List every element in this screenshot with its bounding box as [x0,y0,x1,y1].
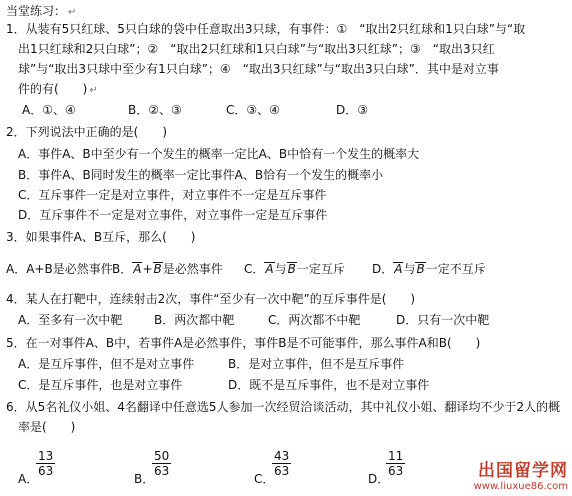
return-mark: ↵ [68,7,77,18]
q3-c-text: 一定互斥 [296,262,345,276]
q3-option-c [244,262,345,277]
fraction-numerator: 50 [154,449,170,463]
q1-line4-text: 件的有( ) [18,82,88,96]
q2-option-b: B．事件A、B同时发生的概率一定比事件A、B恰有一个发生的概率小 [18,168,384,182]
q6-line1: 6．从5名礼仪小姐、4名翻译中任意选5人参加一次经贸洽谈活动，其中礼仪小姐、翻译均不少于2人的概 [6,400,561,414]
q5-option-b: B．是对立事件，但不是互斥事件 [228,357,405,371]
q1-option-c: C．③、④ [226,103,280,117]
q4-option-c: C．两次都不中靶 [268,313,361,327]
q3-b-text: 是必然事件 [162,262,223,276]
q4-option-d: D．只有一次中靶 [396,313,490,327]
q5-stem: 5．在一对事件A、B中，若事件A是必然事件，事件B是不可能事件，那么事件A和B( ) [6,336,481,350]
fraction-numerator: 43 [274,449,290,463]
q3-d-mid: 与 [403,262,416,276]
q3-b-plus: + [142,262,153,276]
q3-b-complement-b: B [153,262,162,276]
q3-c-complement-a: A [265,262,274,276]
heading-text: 当堂练习： [6,4,67,18]
q3-b-complement-a: A [133,262,142,276]
q3-c-complement-b: B [287,262,296,276]
q6-option-a-fraction [36,449,55,478]
fraction-numerator: 11 [388,449,404,463]
q6-option-d-fraction [386,449,405,478]
q1-line2: 出1只红球和2只白球”；② “取出2只红球和1只白球”与“取出3只红球”；③ “取出3只红 [18,42,495,56]
q2-stem: 2．下列说法中正确的是( ) [6,125,167,139]
fraction-denominator: 63 [388,464,404,478]
q1-line1: 1．从装有5只红球、5只白球的袋中任意取出3只球，有事件：① “取出2只红球和1只白球”与“取 [6,22,526,36]
q3-c-mid: 与 [274,262,287,276]
q3-option-d [372,262,486,277]
q3-d-text: 一定不互斥 [425,262,486,276]
q5-option-d: D．既不是互斥事件，也不是对立事件 [228,378,430,392]
q3-d-complement-a: A [394,262,403,276]
q1-line4 [18,82,98,98]
q6-option-c-label: C． [254,472,275,486]
q2-option-c: C．互斥事件一定是对立事件，对立事件不一定是互斥事件 [18,188,327,202]
watermark-url: www.liuxue86.com [473,481,568,492]
q4-option-a: A．至多有一次中靶 [18,313,123,327]
q3-d-complement-b: B [416,262,425,276]
watermark-title: 出国留学网 [478,461,568,481]
q6-line2: 率是( ) [18,420,76,434]
q3-stem: 3．如果事件A、B互斥，那么( ) [6,230,196,244]
q1-option-b: B．②、③ [128,103,182,117]
q4-option-b: B．两次都中靶 [154,313,235,327]
q6-option-a-label: A． [18,472,39,486]
q4-stem: 4．某人在打靶中，连续射击2次，事件“至少有一次中靶”的互斥事件是( ) [6,292,416,306]
q5-option-c: C．是互斥事件，也是对立事件 [18,378,183,392]
q1-option-a: A．①、④ [22,103,76,117]
q3-b-label: B． [112,262,133,276]
fraction-denominator: 63 [154,464,170,478]
q1-option-d: D．③ [336,103,368,117]
q1-line3: 球”与“取出3只球中至少有1只白球”；④ “取出3只红球”与“取出3只白球”．其中是对立事 [18,62,499,76]
q3-c-label: C． [244,262,265,276]
q6-option-d-label: D． [368,472,390,486]
q3-d-label: D． [372,262,394,276]
q5-option-a: A．是互斥事件，但不是对立事件 [18,357,195,371]
heading [6,4,76,20]
fraction-denominator: 63 [274,464,290,478]
site-watermark [474,456,568,492]
q2-option-d: D．互斥事件不一定是对立事件，对立事件一定是互斥事件 [18,208,328,222]
q2-option-a: A．事件A、B中至少有一个发生的概率一定比A、B中恰有一个发生的概率大 [18,147,420,161]
q6-option-b-label: B． [134,472,155,486]
q6-option-b-fraction [152,449,171,478]
q3-option-b [112,262,223,277]
fraction-denominator: 63 [38,464,54,478]
q3-option-a: A．A+B是必然事件 [6,262,113,276]
fraction-numerator: 13 [38,449,54,463]
return-mark: ↵ [89,85,98,96]
q6-option-c-fraction [272,449,291,478]
